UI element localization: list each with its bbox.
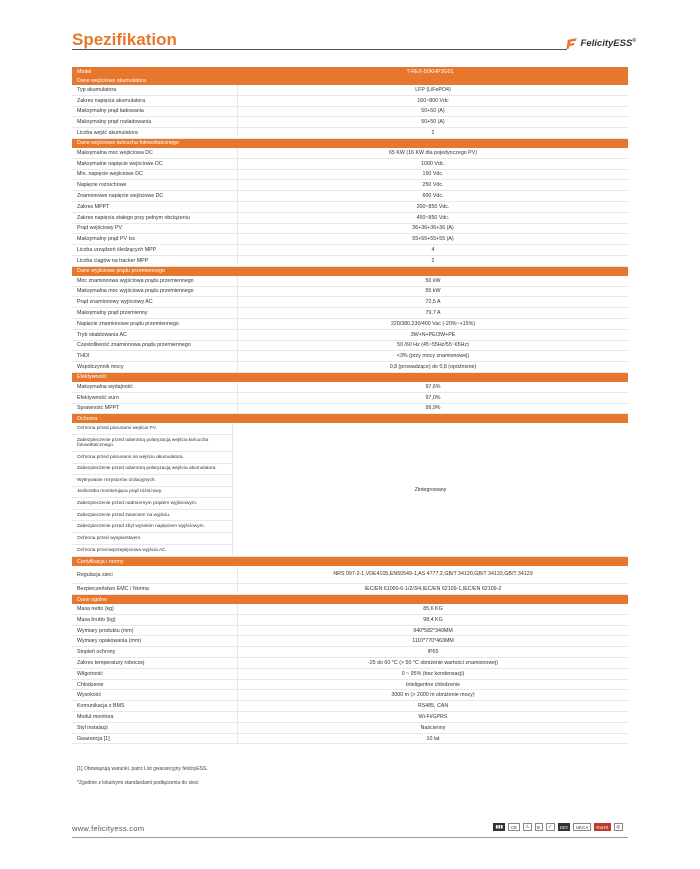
- section-header: Dane wejściowe łańcucha fotowoltaicznego: [72, 139, 628, 148]
- spec-row: [72, 626, 628, 637]
- cert-logo-icon: ⚠: [523, 823, 532, 831]
- spec-value: 97,0%: [425, 394, 441, 401]
- spec-label: Gwarancja [1]: [72, 734, 238, 744]
- protection-item: Ochrona przed piorunami na wejściu akumulatora.: [72, 452, 232, 464]
- protection-list: [72, 423, 233, 556]
- footnote: [1] Obowiązują warunki, patrz List gwarancyjny felicityESS.: [77, 766, 208, 772]
- spec-label: Styl instalacji: [72, 723, 238, 733]
- spec-row: [72, 584, 628, 595]
- section-header: Dane wyjściowe prądu przemiennego: [72, 267, 628, 276]
- spec-row: [72, 393, 628, 404]
- spec-label: Stopień ochrony: [72, 647, 238, 657]
- spec-row: [72, 690, 628, 701]
- spec-label: Liczba ciągów na tracker MPP: [72, 256, 238, 266]
- spec-label: Komunikacja z BMS: [72, 701, 238, 711]
- spec-value: 200~850 Vdc.: [416, 203, 450, 210]
- spec-label: Zakres napięcia stałego przy pełnym obciążeniu: [72, 213, 238, 223]
- spec-row: [72, 117, 628, 128]
- brand-logo-icon: [566, 37, 579, 50]
- spec-value: 98,4 KG: [423, 616, 443, 623]
- section-header-general: Dane ogólne: [72, 595, 628, 604]
- spec-value: 99,9%: [425, 405, 441, 412]
- spec-value: 50 /60 Hz (45~55Hz/55~65Hz): [397, 342, 469, 349]
- spec-label: Maksymalna wydajność: [72, 382, 238, 392]
- footer-divider: [72, 837, 628, 838]
- spec-value: 220/380,230/400 Vac (-20%~+15%): [390, 320, 476, 327]
- spec-row: [72, 734, 628, 745]
- spec-row: [72, 566, 628, 584]
- spec-row: [72, 701, 628, 712]
- protection-block: [72, 423, 628, 557]
- spec-label: Wysokość: [72, 690, 238, 700]
- spec-value: LFP (LiFePO4): [415, 86, 451, 93]
- spec-label: Moc znamionowa wyjściowa prądu przemiennego: [72, 276, 238, 286]
- spec-label: Maksymalny prąd ładowania: [72, 107, 238, 117]
- spec-value: 0,8 (prowadzące) do 0,8 (opóźnione): [389, 364, 477, 371]
- spec-label: Zakres temperatury roboczej: [72, 658, 238, 668]
- spec-label: Min. napięcie wejściowe DC: [72, 170, 238, 180]
- spec-value: 160~800 Vdc: [417, 97, 449, 104]
- spec-label: Regulacja sieci: [72, 566, 238, 583]
- spec-row: [72, 128, 628, 139]
- spec-label: Maksymalna moc wyjściowa prądu przemiennego: [72, 287, 238, 297]
- spec-value: 72,5 A: [425, 299, 441, 306]
- spec-row: [72, 202, 628, 213]
- spec-row: [72, 224, 628, 235]
- spec-row: [72, 362, 628, 373]
- spec-value: 50 kW: [425, 277, 441, 284]
- spec-row: [72, 669, 628, 680]
- cert-logo-icon: ✓: [546, 823, 555, 831]
- spec-row: [72, 658, 628, 669]
- cert-logo-icon: ▮▮▮: [493, 823, 505, 831]
- protection-item: Jednostka monitorująca prąd różnicowy.: [72, 487, 232, 499]
- spec-value: IEC/EN 61000-6-1/2/3/4,IEC/EN 62109-1,IEC/EN 62109-2: [364, 586, 502, 593]
- spec-value: 50+50 (A): [421, 119, 445, 126]
- brand-logo: [566, 34, 636, 52]
- spec-label: Maksymalny prąd rozładowania: [72, 117, 238, 127]
- spec-value: 600 Vdc.: [422, 193, 444, 200]
- spec-label: THDI: [72, 351, 238, 361]
- spec-row: [72, 180, 628, 191]
- spec-value: 150 Vdc.: [422, 171, 444, 178]
- spec-value: 50+50 (A): [421, 108, 445, 115]
- spec-label: Wymiary produktu (mm): [72, 626, 238, 636]
- spec-row: [72, 276, 628, 287]
- spec-row: [72, 191, 628, 202]
- spec-label: Prąd znamionowy wyjściowy AC: [72, 297, 238, 307]
- section-header-certification: Certyfikacja i normy: [72, 557, 628, 566]
- protection-item: Zabezpieczenie przed odwrotną polaryzacją wejścia akumulatora.: [72, 464, 232, 476]
- spec-value: 97,6%: [425, 383, 441, 390]
- spec-value: 55+55+55+55 (A): [412, 236, 454, 243]
- spec-value: IP65: [427, 649, 439, 656]
- spec-value: 3W+N+PE/3W+PE: [410, 331, 456, 338]
- spec-label: Efektywność euro: [72, 393, 238, 403]
- spec-label: Moduł monitora: [72, 712, 238, 722]
- section-header: Dane wejściowe akumulatora: [72, 76, 628, 85]
- spec-label: Maksymalny prąd przemienny: [72, 308, 238, 318]
- spec-row: [72, 256, 628, 267]
- cert-logo-icon: RoHS: [594, 823, 611, 831]
- spec-value: 10 lat: [426, 735, 440, 742]
- cert-logo-icon: ◎: [614, 823, 623, 831]
- spec-label: Wilgotność: [72, 669, 238, 679]
- protection-item: Zabezpieczenie przed odwrotną polaryzacją wejścia łańcucha fotowoltaicznego.: [72, 435, 232, 452]
- spec-row: [72, 85, 628, 96]
- spec-label: Chłodzenie: [72, 680, 238, 690]
- spec-label: Maksymalne napięcie wejściowe DC: [72, 159, 238, 169]
- protection-item: Zabezpieczenie przed zbyt wysokim napięciem wyjściowym.: [72, 521, 232, 533]
- spec-label: Maksymalny prąd PV Isc: [72, 234, 238, 244]
- spec-label: Bezpieczeństwo EMC / Norma: [72, 584, 238, 594]
- spec-value: 0 ~ 95% (bez kondensacji): [401, 670, 465, 677]
- spec-row: [72, 96, 628, 107]
- protection-item: Ochrona przed piorunami wejścia PV.: [72, 423, 232, 435]
- spec-value: 2: [431, 130, 435, 137]
- spec-row: [72, 712, 628, 723]
- spec-row: [72, 319, 628, 330]
- spec-value: Inteligentne chłodzenie: [405, 681, 461, 688]
- footnotes: [77, 766, 208, 794]
- model-label: Model: [77, 68, 92, 75]
- spec-value: 65 KW (16 KW dla pojedynczego PV): [388, 149, 478, 156]
- spec-row: [72, 308, 628, 319]
- spec-label: Współczynnik mocy: [72, 362, 238, 372]
- spec-row: [72, 404, 628, 415]
- spec-value: 85,6 KG: [423, 605, 443, 612]
- spec-value: 4: [431, 247, 435, 254]
- spec-label: Znamionowe napięcie wejściowe DC: [72, 191, 238, 201]
- spec-row: [72, 615, 628, 626]
- spec-value: 250 Vdc.: [422, 182, 444, 189]
- spec-label: Liczba wejść akumulatora: [72, 128, 238, 138]
- brand-logo-text: FelicityESS®: [580, 37, 636, 49]
- footnote: *Zgodnie z lokalnymi standardami podłączenia do sieci: [77, 780, 199, 786]
- spec-label: Zakres MPPT: [72, 202, 238, 212]
- spec-row: [72, 647, 628, 658]
- spec-value: NRS 097-2-1,VDE4105,EN50549-1,AS 4777.2,GB/T 34120,GB/T 34133,GB/T 34129: [333, 571, 533, 578]
- spec-label: Wymiary opakowania (mm): [72, 636, 238, 646]
- spec-row: [72, 723, 628, 734]
- spec-value: 79,7 A: [425, 310, 441, 317]
- spec-label: Tryb okablowania AC: [72, 330, 238, 340]
- spec-label: Liczba urządzeń śledzących MPP: [72, 245, 238, 255]
- spec-label: Zakres napięcia akumulatora: [72, 96, 238, 106]
- spec-label: Masa netto (kg): [72, 604, 238, 614]
- spec-row: [72, 245, 628, 256]
- section-header-protection: Ochrona: [72, 414, 628, 423]
- certification-logos: [493, 823, 623, 831]
- model-row: [72, 67, 628, 76]
- spec-row: [72, 330, 628, 341]
- spec-value: 2: [431, 257, 435, 264]
- spec-value: 940*582*340MM: [413, 627, 453, 634]
- spec-label: Masa brutto (kg): [72, 615, 238, 625]
- spec-table: [72, 67, 628, 744]
- website-link[interactable]: www.felicityess.com: [72, 824, 145, 833]
- protection-item: Ochrona przeciwprzepięciowa wyjścia AC.: [77, 547, 167, 553]
- spec-row: [72, 351, 628, 362]
- spec-label: Częstotliwość znamionowa prądu przemiennego: [72, 341, 238, 351]
- spec-value: 1110*770*463MM: [412, 638, 454, 645]
- spec-label: Maksymalna moc wejściowa DC: [72, 148, 238, 158]
- spec-row: [72, 604, 628, 615]
- cert-logo-icon: ISO: [558, 823, 571, 831]
- spec-row: [72, 213, 628, 224]
- protection-item: Zabezpieczenie przed nadmiernym prądem wyjściowym.: [72, 498, 232, 510]
- spec-label: Napięcie znamionowe prądu przemiennego: [72, 319, 238, 329]
- spec-value: RS485, CAN: [417, 703, 449, 710]
- spec-row: [72, 234, 628, 245]
- spec-row: [72, 159, 628, 170]
- spec-value: <3% (przy mocy znamionowej): [396, 353, 470, 360]
- spec-value: -25 do 60 °C (> 50 °C obniżenie wartości znamionowej): [367, 659, 499, 666]
- spec-label: Prąd wejściowy PV: [72, 224, 238, 234]
- model-value: T-REX-50KHP3G01: [406, 68, 454, 75]
- spec-value: Wi-Fi/GPRS: [418, 713, 448, 720]
- spec-row: [72, 148, 628, 159]
- page-title: Spezifikation: [72, 30, 177, 49]
- spec-row: [72, 297, 628, 308]
- spec-row: [72, 382, 628, 393]
- spec-label: Sprawność MPPT: [72, 404, 238, 414]
- protection-item: Wykrywanie rezystorów izolacyjnych.: [72, 475, 232, 487]
- cert-logo-icon: E: [535, 823, 543, 831]
- spec-value: 36+36+36+36 (A): [412, 225, 454, 232]
- spec-row: [72, 680, 628, 691]
- spec-value: 1000 Vdc.: [421, 160, 445, 167]
- spec-value: 450~850 Vdc.: [416, 214, 450, 221]
- spec-label: Typ akumulatora: [72, 85, 238, 95]
- spec-row: [72, 341, 628, 352]
- spec-label: Napięcie rozruchowe: [72, 180, 238, 190]
- spec-row: [72, 636, 628, 647]
- title-divider: [72, 49, 567, 50]
- protection-value: Zintegrowany: [414, 486, 447, 493]
- protection-item: Ochrona przed wyspiarstwem.: [72, 533, 232, 545]
- spec-value: Naścienny: [420, 724, 446, 731]
- spec-row: [72, 287, 628, 298]
- cert-logo-icon: UKCA: [573, 823, 591, 831]
- spec-value: 55 kW: [425, 288, 441, 295]
- spec-row: [72, 170, 628, 181]
- spec-value: 3000 m (> 2000 m obniżenie mocy): [391, 692, 475, 699]
- cert-logo-icon: CE: [508, 823, 519, 831]
- protection-item: Zabezpieczenie przed zwarciem na wyjściu.: [72, 510, 232, 522]
- spec-row: [72, 107, 628, 118]
- section-header: Efektywność: [72, 373, 628, 382]
